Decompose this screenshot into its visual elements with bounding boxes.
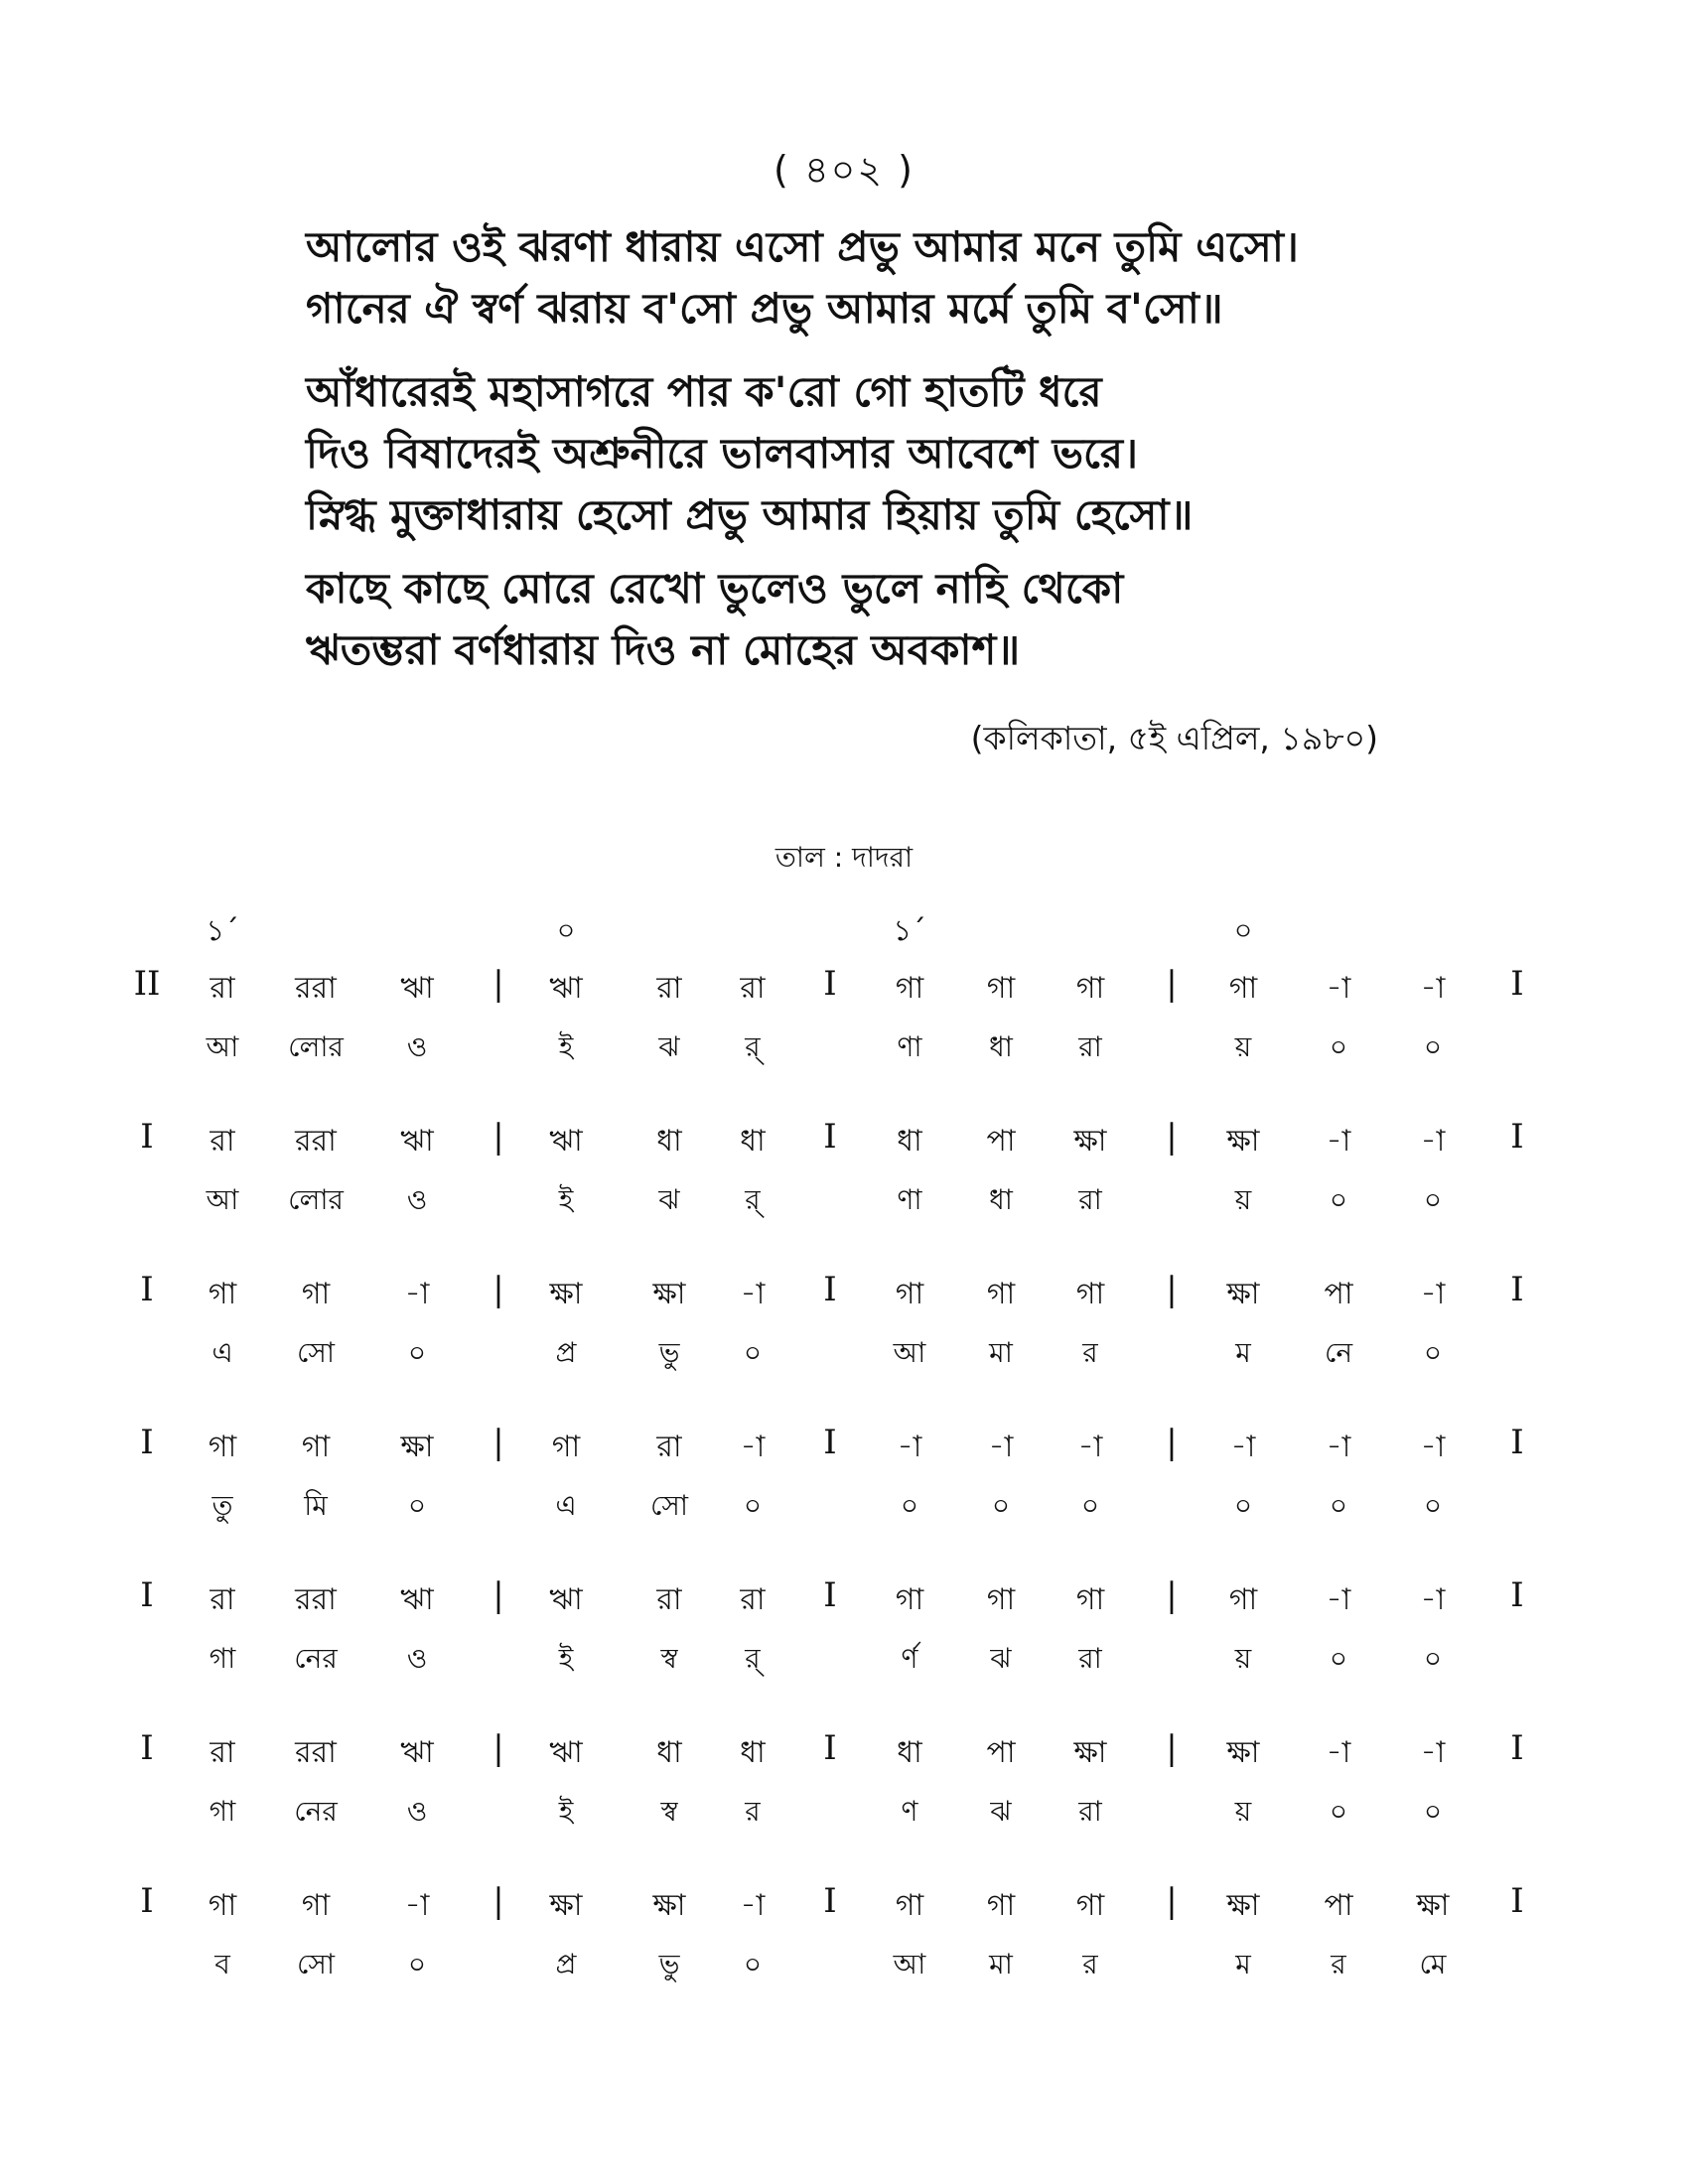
lyric-syllable: য় xyxy=(1234,1795,1252,1828)
swara-note: ধা xyxy=(656,1124,682,1159)
swara-note: গা xyxy=(986,1582,1016,1617)
lyric-syllable: প্র xyxy=(555,1948,577,1980)
lyric-line: গানের ঐ স্বর্ণ ঝরায় ব'সো প্রভু আমার মর্মে তুমি ব'সো॥ xyxy=(306,284,1223,333)
lyric-syllable: ০ xyxy=(1423,1336,1443,1369)
swara-row xyxy=(0,964,1688,1014)
bar-line: | xyxy=(1166,1575,1178,1615)
swara-note: -া xyxy=(1326,1735,1351,1770)
swara-note: রা xyxy=(740,1582,766,1617)
swara-note: ক্ষা xyxy=(652,1277,686,1311)
lyric-syllable: ই xyxy=(558,1642,574,1675)
lyric-syllable-row xyxy=(0,1790,1688,1840)
notation-block xyxy=(0,1881,1688,2034)
lyric-syllable: ও xyxy=(406,1183,428,1216)
lyric-syllable: ঝ xyxy=(658,1183,680,1216)
swara-row xyxy=(0,1423,1688,1472)
swara-note: -া xyxy=(1420,1735,1446,1770)
lyric-syllable: নে xyxy=(1324,1336,1353,1369)
swara-note: -া xyxy=(1420,1277,1446,1311)
lyric-syllable: মে xyxy=(1419,1948,1447,1980)
swara-note: পা xyxy=(986,1124,1016,1159)
swara-note: গা xyxy=(208,1888,237,1923)
lyric-syllable: আ xyxy=(206,1183,239,1216)
bar-line: I xyxy=(823,1575,837,1615)
lyric-syllable: ভু xyxy=(658,1948,680,1980)
lyric-syllable: ০ xyxy=(1423,1030,1443,1063)
notation-block xyxy=(0,1728,1688,1881)
lyric-syllable: র্ xyxy=(745,1183,761,1216)
notation-block xyxy=(0,964,1688,1117)
lyric-syllable: ০ xyxy=(1423,1642,1443,1675)
bar-line: I xyxy=(140,1575,154,1615)
lyric-syllable: র্ণ xyxy=(901,1642,918,1675)
lyric-syllable: ভু xyxy=(658,1336,680,1369)
swara-note: ঋা xyxy=(549,1582,583,1617)
swara-note: -া xyxy=(740,1430,766,1464)
beat-mark: ০ xyxy=(556,913,576,947)
swara-note: -া xyxy=(404,1277,430,1311)
lyric-line: স্নিগ্ধ মুক্তাধারায় হেসো প্রভু আমার হিয়ায় তুমি হেসো॥ xyxy=(306,490,1194,539)
lyric-syllable: ০ xyxy=(1233,1489,1253,1522)
bar-line: | xyxy=(1166,964,1178,1004)
lyric-syllable: ০ xyxy=(1423,1489,1443,1522)
swara-note: ঋা xyxy=(549,971,583,1006)
lyric-syllable: গা xyxy=(209,1642,236,1675)
lyric-syllable: য় xyxy=(1234,1030,1252,1063)
bar-line: I xyxy=(140,1728,154,1768)
swara-note: গা xyxy=(1075,1277,1105,1311)
lyric-syllable: ০ xyxy=(743,1948,763,1980)
swara-note: রা xyxy=(656,1582,682,1617)
taal-label: তাল : দাদরা xyxy=(774,841,914,874)
bar-line: I xyxy=(823,1270,837,1309)
bar-line: | xyxy=(1166,1117,1178,1157)
bar-line: | xyxy=(492,1728,504,1768)
lyric-syllable: ০ xyxy=(1329,1489,1348,1522)
bar-line: | xyxy=(1166,1728,1178,1768)
swara-note: -া xyxy=(1077,1430,1103,1464)
lyric-syllable: ঝ xyxy=(990,1642,1012,1675)
swara-note: ররা xyxy=(295,1124,337,1159)
lyric-syllable: সো xyxy=(650,1489,688,1522)
lyric-syllable: মি xyxy=(304,1489,328,1522)
lyric-syllable: ঝ xyxy=(990,1795,1012,1828)
lyric-syllable: র xyxy=(1331,1948,1346,1980)
bar-line: I xyxy=(1510,1728,1524,1768)
lyric-syllable-row xyxy=(0,1943,1688,1992)
swara-row xyxy=(0,1881,1688,1931)
swara-note: ক্ষা xyxy=(400,1430,434,1464)
lyric-syllable: রা xyxy=(1078,1030,1102,1063)
lyric-syllable: র্ xyxy=(745,1642,761,1675)
swara-note: রা xyxy=(210,1124,235,1159)
lyric-syllable: এ xyxy=(211,1336,233,1369)
lyric-syllable-row xyxy=(0,1025,1688,1075)
lyric-syllable: র xyxy=(1082,1948,1098,1980)
lyric-syllable: ঝ xyxy=(658,1030,680,1063)
bar-line: I xyxy=(1510,1575,1524,1615)
swara-note: -া xyxy=(988,1430,1014,1464)
swara-note: -া xyxy=(1420,1582,1446,1617)
swara-note: গা xyxy=(208,1277,237,1311)
lyric-syllable: রা xyxy=(1078,1642,1102,1675)
swara-note: ধা xyxy=(656,1735,682,1770)
dateline: (কলিকাতা, ৫ই এপ্রিল, ১৯৮০) xyxy=(970,719,1378,757)
swara-note: ক্ষা xyxy=(652,1888,686,1923)
notation-block xyxy=(0,1270,1688,1423)
swara-note: পা xyxy=(986,1735,1016,1770)
lyric-syllable: ম xyxy=(1235,1948,1251,1980)
swara-note: ররা xyxy=(295,1735,337,1770)
swara-note: -া xyxy=(740,1888,766,1923)
lyric-syllable: নের xyxy=(294,1642,338,1675)
swara-note: গা xyxy=(1228,1582,1258,1617)
lyric-line: আলোর ওই ঝরণা ধারায় এসো প্রভু আমার মনে তুমি এসো। xyxy=(306,222,1299,271)
swara-row xyxy=(0,1575,1688,1625)
bar-line: | xyxy=(492,1881,504,1921)
lyric-syllable: আ xyxy=(893,1948,926,1980)
swara-note: -া xyxy=(404,1888,430,1923)
swara-note: -া xyxy=(740,1277,766,1311)
bar-line: | xyxy=(1166,1423,1178,1462)
notation-block xyxy=(0,1423,1688,1575)
swara-note: ক্ষা xyxy=(1226,1735,1260,1770)
lyric-syllable: আ xyxy=(893,1336,926,1369)
lyric-syllable: ণ xyxy=(901,1795,918,1828)
stanza-3 xyxy=(306,558,1438,681)
swara-note: ধা xyxy=(897,1735,922,1770)
lyric-syllable: ই xyxy=(558,1795,574,1828)
swara-note: রা xyxy=(740,971,766,1006)
swara-note: গা xyxy=(301,1430,331,1464)
lyric-syllable: ০ xyxy=(743,1336,763,1369)
bar-line: I xyxy=(823,1117,837,1157)
swara-note: ঋা xyxy=(400,1735,434,1770)
swara-note: গা xyxy=(1075,971,1105,1006)
swara-note: -া xyxy=(1326,1124,1351,1159)
lyric-syllable: লোর xyxy=(288,1030,344,1063)
lyric-syllable: রা xyxy=(1078,1183,1102,1216)
bar-line: II xyxy=(133,964,161,1004)
beat-mark: ০ xyxy=(1233,913,1253,947)
swara-note: গা xyxy=(1075,1888,1105,1923)
swara-note: ধা xyxy=(740,1735,766,1770)
lyric-syllable: ও xyxy=(406,1795,428,1828)
swara-note: গা xyxy=(1228,971,1258,1006)
bar-line: I xyxy=(140,1423,154,1462)
lyric-syllable: য় xyxy=(1234,1183,1252,1216)
swara-note: ক্ষা xyxy=(549,1888,583,1923)
swara-note: -া xyxy=(1230,1430,1256,1464)
lyric-syllable: র xyxy=(1082,1336,1098,1369)
lyric-syllable: রা xyxy=(1078,1795,1102,1828)
bar-line: | xyxy=(492,1270,504,1309)
page-number: ( ৪০২ ) xyxy=(774,148,914,192)
bar-line: I xyxy=(1510,1881,1524,1921)
swara-note: রা xyxy=(656,971,682,1006)
lyric-syllable: ০ xyxy=(1329,1183,1348,1216)
swara-note: ক্ষা xyxy=(549,1277,583,1311)
lyric-syllable: ০ xyxy=(1329,1795,1348,1828)
swara-note: -া xyxy=(1420,1430,1446,1464)
bar-line: I xyxy=(140,1117,154,1157)
lyric-syllable: য় xyxy=(1234,1642,1252,1675)
lyric-syllable: ০ xyxy=(407,1948,427,1980)
lyric-line: আঁধারেরই মহাসাগরে পার ক'রো গো হাতটি ধরে xyxy=(306,367,1102,416)
swara-note: ররা xyxy=(295,971,337,1006)
lyric-syllable-row xyxy=(0,1331,1688,1381)
swara-note: গা xyxy=(895,1582,924,1617)
lyric-syllable: ণা xyxy=(897,1030,922,1063)
swara-note: গা xyxy=(986,971,1016,1006)
swara-row xyxy=(0,1728,1688,1778)
swara-note: ধা xyxy=(897,1124,922,1159)
beat-marks-row xyxy=(0,908,1688,964)
lyric-syllable: আ xyxy=(206,1030,239,1063)
swara-note: গা xyxy=(986,1888,1016,1923)
lyric-syllable: নের xyxy=(294,1795,338,1828)
swara-note: রা xyxy=(210,1582,235,1617)
swara-note: ক্ষা xyxy=(1226,1888,1260,1923)
bar-line: | xyxy=(492,1423,504,1462)
lyric-syllable: তু xyxy=(211,1489,233,1522)
lyric-syllable: স্ব xyxy=(660,1795,678,1828)
lyric-syllable: ০ xyxy=(407,1489,427,1522)
bar-line: | xyxy=(492,1575,504,1615)
swara-note: -া xyxy=(1420,971,1446,1006)
swara-note: ক্ষা xyxy=(1416,1888,1450,1923)
lyric-syllable: মা xyxy=(989,1336,1013,1369)
lyric-syllable: সো xyxy=(297,1948,335,1980)
lyric-syllable: ০ xyxy=(1080,1489,1100,1522)
lyric-syllable: গা xyxy=(209,1795,236,1828)
notation-block xyxy=(0,1575,1688,1728)
bar-line: I xyxy=(1510,1270,1524,1309)
lyric-syllable: ধা xyxy=(989,1183,1013,1216)
swara-note: গা xyxy=(895,1888,924,1923)
lyric-syllable: সো xyxy=(297,1336,335,1369)
swara-note: গা xyxy=(895,971,924,1006)
swara-note: -া xyxy=(1326,1430,1351,1464)
bar-line: I xyxy=(1510,964,1524,1004)
lyric-syllable: মা xyxy=(989,1948,1013,1980)
stanza-1 xyxy=(306,216,1438,340)
bar-line: I xyxy=(823,1728,837,1768)
swara-note: -া xyxy=(897,1430,922,1464)
bar-line: I xyxy=(823,1423,837,1462)
lyric-syllable: লোর xyxy=(288,1183,344,1216)
swara-note: ক্ষা xyxy=(1073,1735,1107,1770)
swara-note: ক্ষা xyxy=(1226,1124,1260,1159)
bar-line: I xyxy=(823,964,837,1004)
swara-note: গা xyxy=(301,1888,331,1923)
swara-note: ঋা xyxy=(549,1735,583,1770)
lyric-syllable: ০ xyxy=(991,1489,1011,1522)
swara-note: ঋা xyxy=(400,1124,434,1159)
lyric-syllable: র্ xyxy=(745,1030,761,1063)
swara-note: ঋা xyxy=(400,1582,434,1617)
swara-note: -া xyxy=(1326,1582,1351,1617)
lyric-syllable: র xyxy=(745,1795,761,1828)
swara-note: -া xyxy=(1326,971,1351,1006)
lyric-syllable: ০ xyxy=(1423,1795,1443,1828)
lyric-syllable-row xyxy=(0,1178,1688,1228)
lyric-syllable: ০ xyxy=(1423,1183,1443,1216)
lyric-syllable: ধা xyxy=(989,1030,1013,1063)
swara-note: পা xyxy=(1324,1888,1353,1923)
beat-mark: ১´ xyxy=(893,913,926,947)
lyric-syllable: ০ xyxy=(1329,1030,1348,1063)
lyric-syllable: ০ xyxy=(1329,1642,1348,1675)
lyric-syllable: ম xyxy=(1235,1336,1251,1369)
lyric-line: ঋতম্ভরা বর্ণধারায় দিও না মোহের অবকাশ॥ xyxy=(306,625,1021,674)
swara-note: ধা xyxy=(740,1124,766,1159)
lyric-syllable: ব xyxy=(214,1948,230,1980)
bar-line: | xyxy=(492,964,504,1004)
swara-note: গা xyxy=(895,1277,924,1311)
bar-line: | xyxy=(1166,1270,1178,1309)
beat-mark: ১´ xyxy=(206,913,239,947)
lyric-syllable: স্ব xyxy=(660,1642,678,1675)
lyric-syllable-row xyxy=(0,1484,1688,1534)
lyric-syllable: ই xyxy=(558,1030,574,1063)
bar-line: | xyxy=(492,1117,504,1157)
swara-note: রা xyxy=(210,1735,235,1770)
swara-note: গা xyxy=(1075,1582,1105,1617)
bar-line: I xyxy=(140,1270,154,1309)
lyric-syllable: ০ xyxy=(900,1489,919,1522)
swara-note: ক্ষা xyxy=(1073,1124,1107,1159)
swara-note: পা xyxy=(1324,1277,1353,1311)
swara-note: রা xyxy=(656,1430,682,1464)
swara-note: ঋা xyxy=(549,1124,583,1159)
swara-note: গা xyxy=(551,1430,581,1464)
lyric-line: দিও বিষাদেরই অশ্রুনীরে ভালবাসার আবেশে ভরে। xyxy=(306,429,1139,478)
lyric-syllable: ণা xyxy=(897,1183,922,1216)
swara-note: গা xyxy=(986,1277,1016,1311)
lyric-syllable: ও xyxy=(406,1030,428,1063)
lyric-syllable: এ xyxy=(555,1489,577,1522)
bar-line: I xyxy=(140,1881,154,1921)
stanza-2 xyxy=(306,361,1438,546)
swara-row xyxy=(0,1117,1688,1166)
lyric-syllable: ০ xyxy=(743,1489,763,1522)
notation-block xyxy=(0,1117,1688,1270)
lyric-syllable: ০ xyxy=(407,1336,427,1369)
swara-row xyxy=(0,1270,1688,1319)
lyric-syllable-row xyxy=(0,1637,1688,1687)
lyric-syllable: প্র xyxy=(555,1336,577,1369)
swara-note: রা xyxy=(210,971,235,1006)
lyric-syllable: ই xyxy=(558,1183,574,1216)
bar-line: I xyxy=(823,1881,837,1921)
swara-note: ঋা xyxy=(400,971,434,1006)
bar-line: I xyxy=(1510,1423,1524,1462)
bar-line: | xyxy=(1166,1881,1178,1921)
bar-line: I xyxy=(1510,1117,1524,1157)
swara-note: ররা xyxy=(295,1582,337,1617)
swara-note: -া xyxy=(1420,1124,1446,1159)
notation-grid xyxy=(0,908,1688,2034)
swara-note: ক্ষা xyxy=(1226,1277,1260,1311)
lyric-syllable: ও xyxy=(406,1642,428,1675)
lyric-line: কাছে কাছে মোরে রেখো ভুলেও ভুলে নাহি থেকো xyxy=(306,564,1124,613)
swara-note: গা xyxy=(301,1277,331,1311)
swara-note: গা xyxy=(208,1430,237,1464)
notation-blocks xyxy=(0,964,1688,2034)
